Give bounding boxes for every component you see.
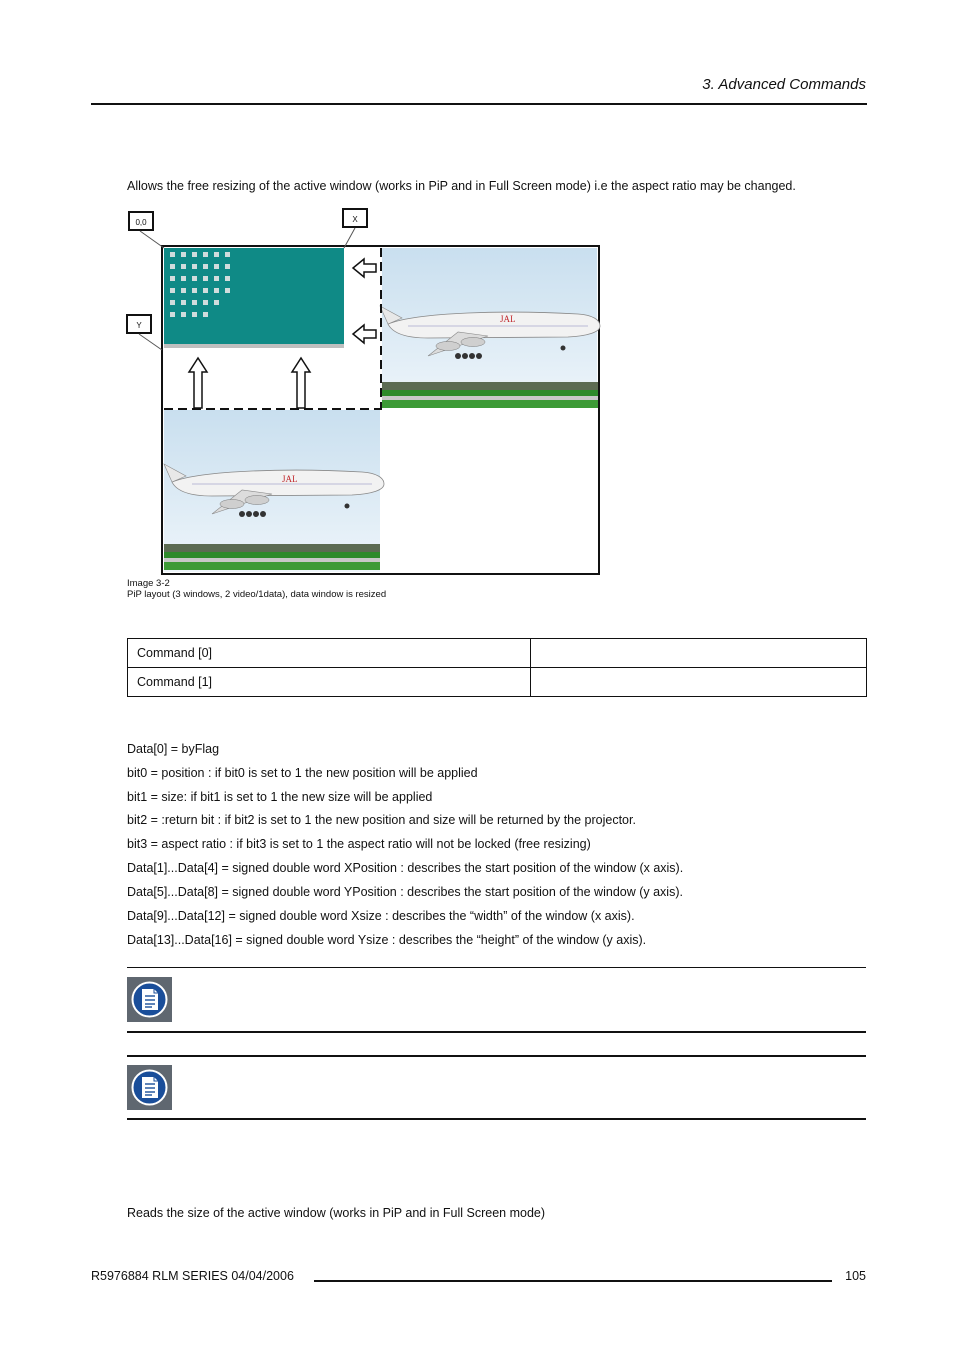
command-label: Command [0] [128,639,531,668]
table-row [128,639,867,668]
data-line: Data[5]...Data[8] = signed double word YPosition : describes the start position of the window (y axis). [127,885,683,899]
note-icon [127,977,172,1022]
data-line: Data[0] = byFlag [127,742,220,756]
data-line: bit3 = aspect ratio : if bit3 is set to 1 the aspect ratio will not be locked (free resizing) [127,837,591,851]
x-label: X [352,215,358,224]
footer-doc-info: R5976884 RLM SERIES 04/04/2006 [91,1269,294,1283]
intro-paragraph: Allows the free resizing of the active window (works in PiP and in Full Screen mode) i.e the aspect ratio may be changed. [127,179,796,193]
data-line: bit2 = :return bit : if bit2 is set to 1 the new position and size will be returned by the projector. [127,813,636,827]
note-bottom-rule [127,1118,866,1120]
figure-caption-text: PiP layout (3 windows, 2 video/1data), data window is resized [127,589,387,600]
tail-text-bottom: JAL [282,474,298,484]
pip-layout-figure [120,200,610,580]
command-table [127,638,867,697]
y-label: Y [136,321,142,330]
header-rule [91,103,867,105]
next-section-intro: Reads the size of the active window (works in PiP and in Full Screen mode) [127,1206,546,1220]
command-value [531,668,867,697]
section-title: 3. Advanced Commands [702,76,866,93]
data-line: bit0 = position : if bit0 is set to 1 the new position will be applied [127,766,478,780]
tail-text-top: JAL [500,314,516,324]
data-line: Data[13]...Data[16] = signed double word Ysize : describes the “height” of the window (y axis). [127,933,647,947]
origin-label: 0,0 [135,218,147,227]
command-label: Command [1] [128,668,531,697]
table-row [128,668,867,697]
note-top-rule [127,967,866,968]
note-bottom-rule [127,1031,866,1033]
command-value [531,639,867,668]
note-top-rule [127,1055,866,1057]
data-line: Data[9]...Data[12] = signed double word Xsize : describes the “width” of the window (x axis). [127,909,635,923]
page-number: 105 [845,1269,866,1283]
data-line: bit1 = size: if bit1 is set to 1 the new size will be applied [127,790,433,804]
video-window-top-right [380,248,600,408]
video-window-bottom-left [164,410,384,572]
footer-rule [314,1280,832,1282]
data-line: Data[1]...Data[4] = signed double word XPosition : describes the start position of the window (x axis). [127,861,684,875]
figure-caption-number: Image 3-2 [127,578,170,589]
data-window [164,248,344,348]
note-icon [127,1065,172,1110]
